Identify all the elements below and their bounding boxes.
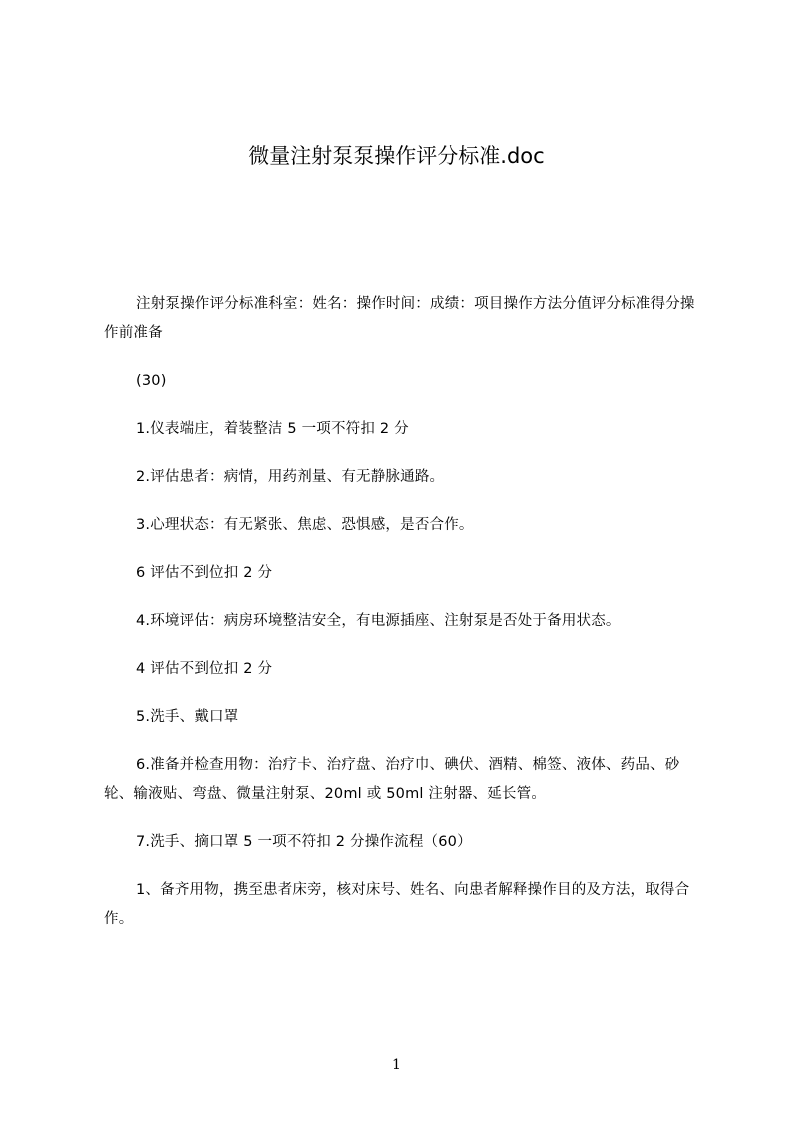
paragraph-header: 注射泵操作评分标准科室：姓名：操作时间：成绩：项目操作方法分值评分标准得分操作前准备	[104, 296, 695, 341]
page-number: 1	[392, 1057, 401, 1073]
paragraph-deduction-4: 4 评估不到位扣 2 分	[136, 661, 273, 677]
paragraph-item-7: 7.洗手、摘口罩 5 一项不符扣 2 分操作流程（60）	[136, 834, 472, 850]
paragraph-item-5: 5.洗手、戴口罩	[136, 709, 239, 725]
paragraph-item-2: 2.评估患者：病情，用药剂量、有无静脉通路。	[136, 469, 445, 485]
paragraph-item-1: 1.仪表端庄，着装整洁 5 一项不符扣 2 分	[136, 421, 409, 437]
paragraph-procedure-1: 1、备齐用物，携至患者床旁，核对床号、姓名、向患者解释操作目的及方法，取得合作。	[104, 882, 690, 927]
paragraph-deduction-6: 6 评估不到位扣 2 分	[136, 565, 273, 581]
paragraph-item-6: 6.准备并检查用物：治疗卡、治疗盘、治疗巾、碘伏、酒精、棉签、液体、药品、砂轮、输液贴、弯盘、微量注射泵、20ml 或 50ml 注射器、延长管。	[104, 757, 680, 802]
paragraph-score-30: (30)	[136, 373, 167, 389]
paragraph-item-4: 4.环境评估：病房环境整洁安全，有电源插座、注射泵是否处于备用状态。	[136, 613, 621, 629]
document-body	[104, 290, 704, 953]
paragraph-item-3: 3.心理状态：有无紧张、焦虑、恐惧感，是否合作。	[136, 517, 474, 533]
document-title: 微量注射泵泵操作评分标准.doc	[248, 144, 545, 168]
